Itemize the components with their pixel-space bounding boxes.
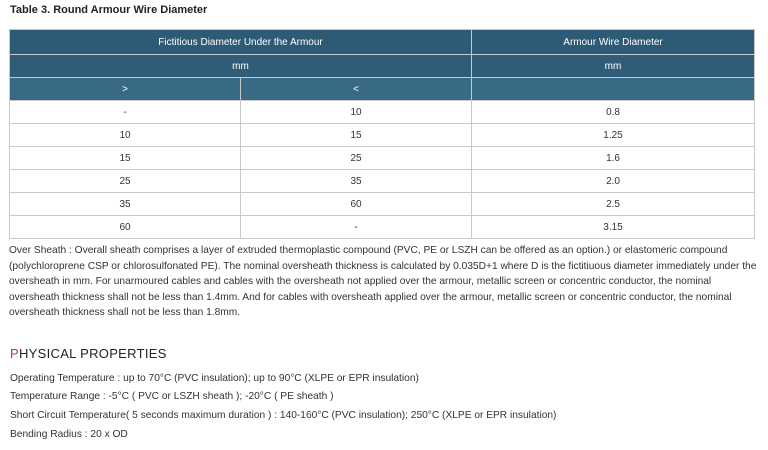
- header-fictitious-diameter: Fictitious Diameter Under the Armour: [10, 30, 472, 55]
- over-sheath-paragraph: Over Sheath : Overall sheath comprises a layer of extruded thermoplastic compound (PVC, PE or LSZH can be offered as an option.) or elastomeric compound (polychloroprene CSP or chlorosulfonated PE). The nominal oversheath thickness is calculated by 0.035D+1 where D is the fictitiuous diameter immediately under the oversheath in mm. For unarmoured cables and cables with the oversheath not applied over the armour, metallic screen or concentric conductor, the nominal oversheath thickness shall not be less than 1.4mm. And for cables with oversheath applied over the armour, metallic screen or concentric conductor, the nominal oversheath thickness shall not be less than 1.8mm.: [9, 245, 757, 319]
- cell-less-than: 25: [241, 147, 472, 170]
- cell-wire-diameter: 1.6: [472, 147, 755, 170]
- temperature-range: Temperature Range : -5°C ( PVC or LSZH sheath ); -20°C ( PE sheath ): [10, 391, 334, 402]
- table-row: [10, 147, 755, 170]
- bending-radius: Bending Radius : 20 x OD: [10, 429, 128, 440]
- cell-wire-diameter: 2.0: [472, 170, 755, 193]
- table-caption: Table 3. Round Armour Wire Diameter: [10, 4, 208, 16]
- heading-rest: HYSICAL PROPERTIES: [18, 346, 167, 361]
- subheader-less-than: <: [241, 78, 472, 101]
- cell-greater-than: -: [10, 101, 241, 124]
- cell-wire-diameter: 2.5: [472, 193, 755, 216]
- armour-wire-table: [9, 29, 755, 239]
- cell-less-than: 35: [241, 170, 472, 193]
- operating-temperature: Operating Temperature : up to 70°C (PVC insulation); up to 90°C (XLPE or EPR insulation): [10, 373, 419, 384]
- cell-less-than: 15: [241, 124, 472, 147]
- table-unit-row: [10, 55, 755, 78]
- unit-fictitious-diameter: mm: [10, 55, 472, 78]
- cell-wire-diameter: 3.15: [472, 216, 755, 239]
- table-row: [10, 193, 755, 216]
- table-row: [10, 170, 755, 193]
- table-row: [10, 101, 755, 124]
- cell-less-than: 60: [241, 193, 472, 216]
- cell-greater-than: 15: [10, 147, 241, 170]
- physical-properties-heading: [10, 346, 167, 361]
- short-circuit-temperature: Short Circuit Temperature( 5 seconds maximum duration ) : 140-160°C (PVC insulation); 250°C (XLPE or EPR insulation): [10, 410, 557, 421]
- cell-wire-diameter: 1.25: [472, 124, 755, 147]
- header-armour-wire-diameter: Armour Wire Diameter: [472, 30, 755, 55]
- unit-armour-wire-diameter: mm: [472, 55, 755, 78]
- subheader-greater-than: >: [10, 78, 241, 101]
- table-row: [10, 124, 755, 147]
- cell-less-than: -: [241, 216, 472, 239]
- cell-greater-than: 35: [10, 193, 241, 216]
- cell-wire-diameter: 0.8: [472, 101, 755, 124]
- heading-initial: P: [10, 346, 19, 361]
- cell-greater-than: 25: [10, 170, 241, 193]
- cell-greater-than: 10: [10, 124, 241, 147]
- table-header-row: [10, 30, 755, 55]
- table-row: [10, 216, 755, 239]
- table-subheader-row: [10, 78, 755, 101]
- cell-greater-than: 60: [10, 216, 241, 239]
- cell-less-than: 10: [241, 101, 472, 124]
- subheader-empty: [472, 78, 755, 101]
